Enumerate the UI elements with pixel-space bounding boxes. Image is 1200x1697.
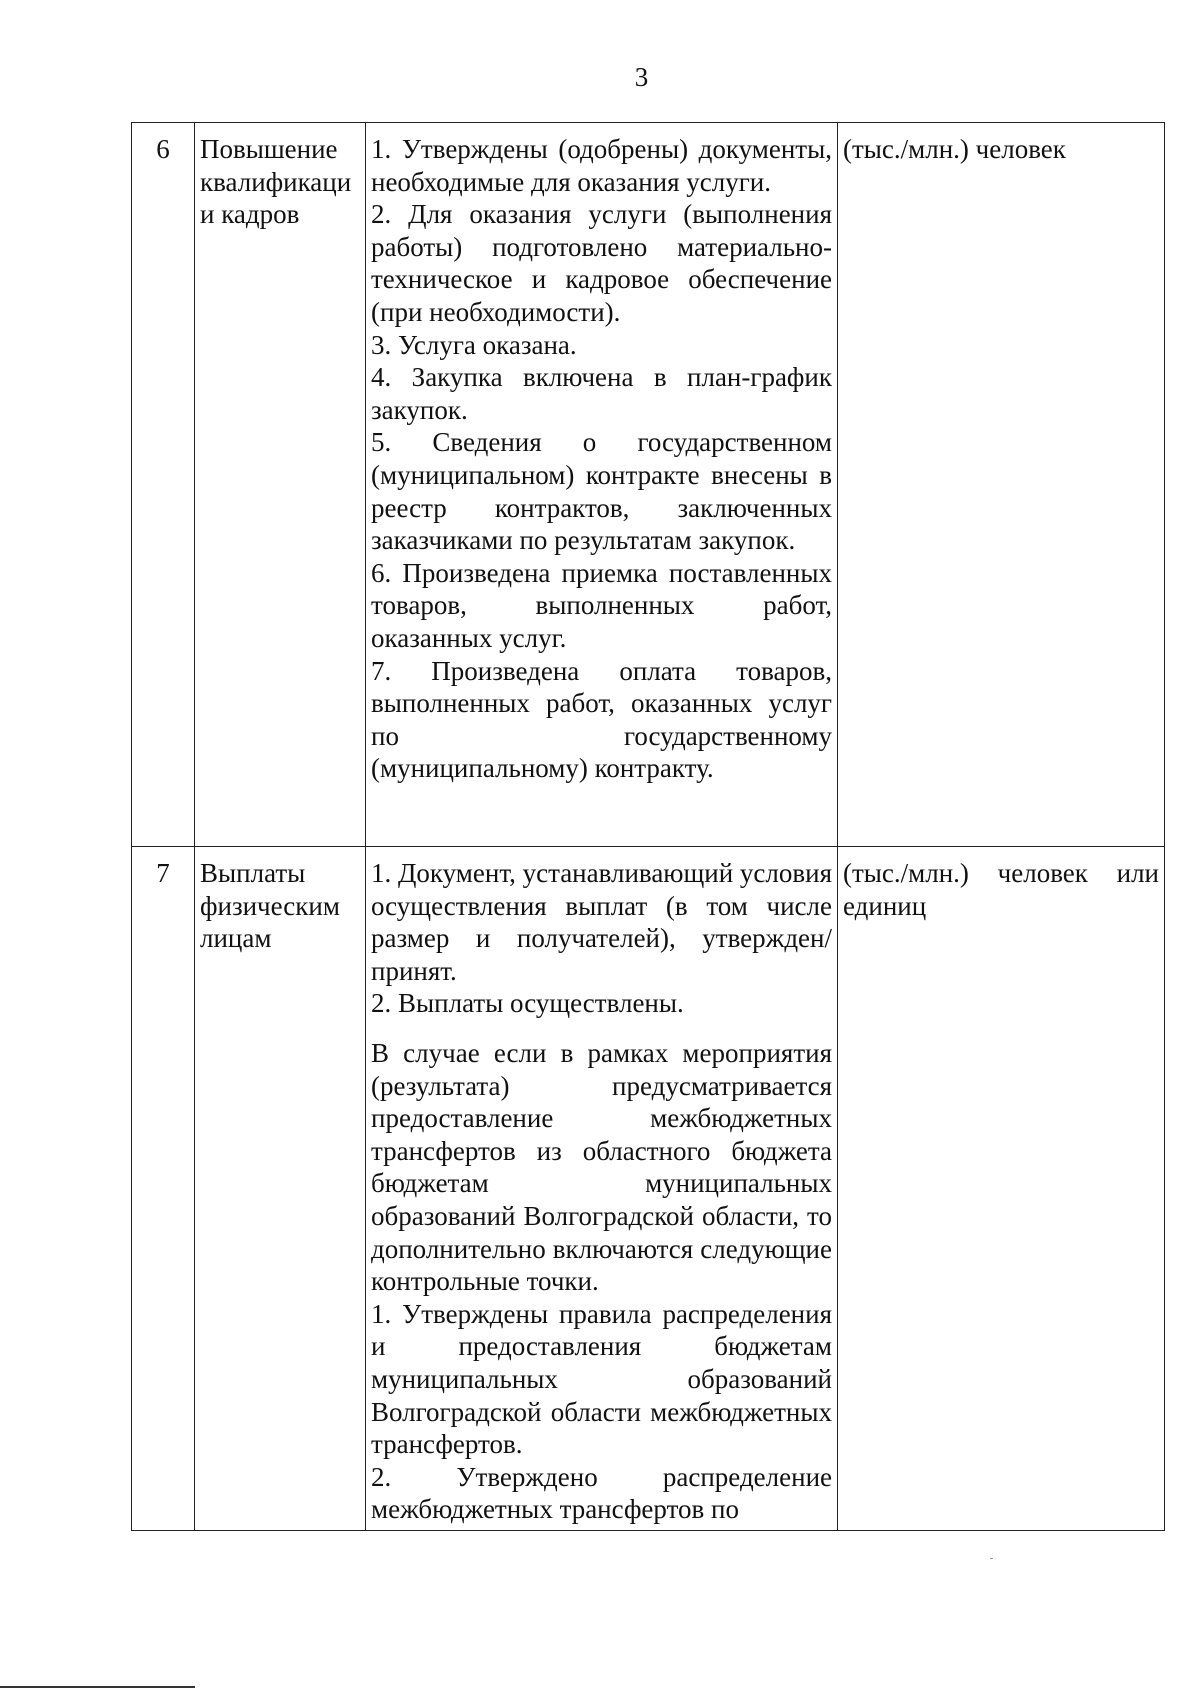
checkpoint-item: 2. Для оказания услуги (выполнения работы) подготовлено материально-техническое и кадровое обеспечение (при необходимости). (371, 199, 832, 327)
event-type-line: лицам (200, 923, 272, 954)
checkpoints-table (131, 122, 1165, 1531)
unit-cell: (тыс./млн.) человек или единиц (838, 847, 1165, 1531)
event-type-line: Выплаты (200, 858, 306, 888)
checkpoint-item: 1. Утверждены правила распределения и предоставления бюджетам муниципальных образований Волгоградской области межбюджетных трансфертов. (371, 1298, 832, 1460)
event-type-line: Повышение (200, 134, 338, 164)
transfer-note: В случае если в рамках мероприятия (результата) предусматривается предоставление межбюджетных трансфертов из областного бюджета бюджетам муниципальных образований Волгоградской области, то дополнительно включаются следующие контрольные точки. (371, 1037, 832, 1297)
checkpoints-cell (366, 847, 838, 1531)
checkpoints-cell (366, 123, 838, 847)
checkpoint-item: 2. Утверждено распределение межбюджетных трансфертов по (371, 1461, 832, 1525)
checkpoint-item: 2. Выплаты осуществлены. (371, 988, 684, 1019)
checkpoint-item: 5. Сведения о государственном (муниципальном) контракте внесены в реестр контрактов, заключенных заказчиками по результатам закупок. (371, 427, 832, 556)
event-type-cell (195, 847, 366, 1531)
checkpoint-item: 1. Документ, устанавливающий условия осуществления выплат (в том числе размер и получателей), утвержден/принят. (371, 858, 832, 986)
checkpoint-item: 7. Произведена оплата товаров, выполненных работ, оказанных услуг по государственному (муниципальному) контракту. (371, 655, 832, 784)
table-row (132, 123, 1165, 847)
event-type-line: и кадров (200, 199, 300, 230)
checkpoint-item: 1. Утверждены (одобрены) документы, необходимые для оказания услуги. (371, 134, 832, 197)
event-type-cell (195, 123, 366, 847)
row-number: 7 (132, 847, 195, 1531)
checkpoint-item: 4. Закупка включена в план-график закупок. (371, 362, 832, 425)
event-type-line: физическим (200, 890, 340, 921)
checkpoint-item: 6. Произведена приемка поставленных товаров, выполненных работ, оказанных услуг. (371, 557, 832, 653)
row-number: 6 (132, 123, 195, 847)
paragraph-gap (371, 1020, 832, 1037)
unit-cell: (тыс./млн.) человек (838, 123, 1165, 847)
table-row (132, 847, 1165, 1531)
page-number: 3 (634, 62, 649, 92)
bottom-rule (0, 1686, 195, 1688)
scan-speck (990, 1558, 993, 1559)
event-type-line: квалификаци (200, 166, 352, 197)
checkpoint-item: 3. Услуга оказана. (371, 329, 577, 360)
